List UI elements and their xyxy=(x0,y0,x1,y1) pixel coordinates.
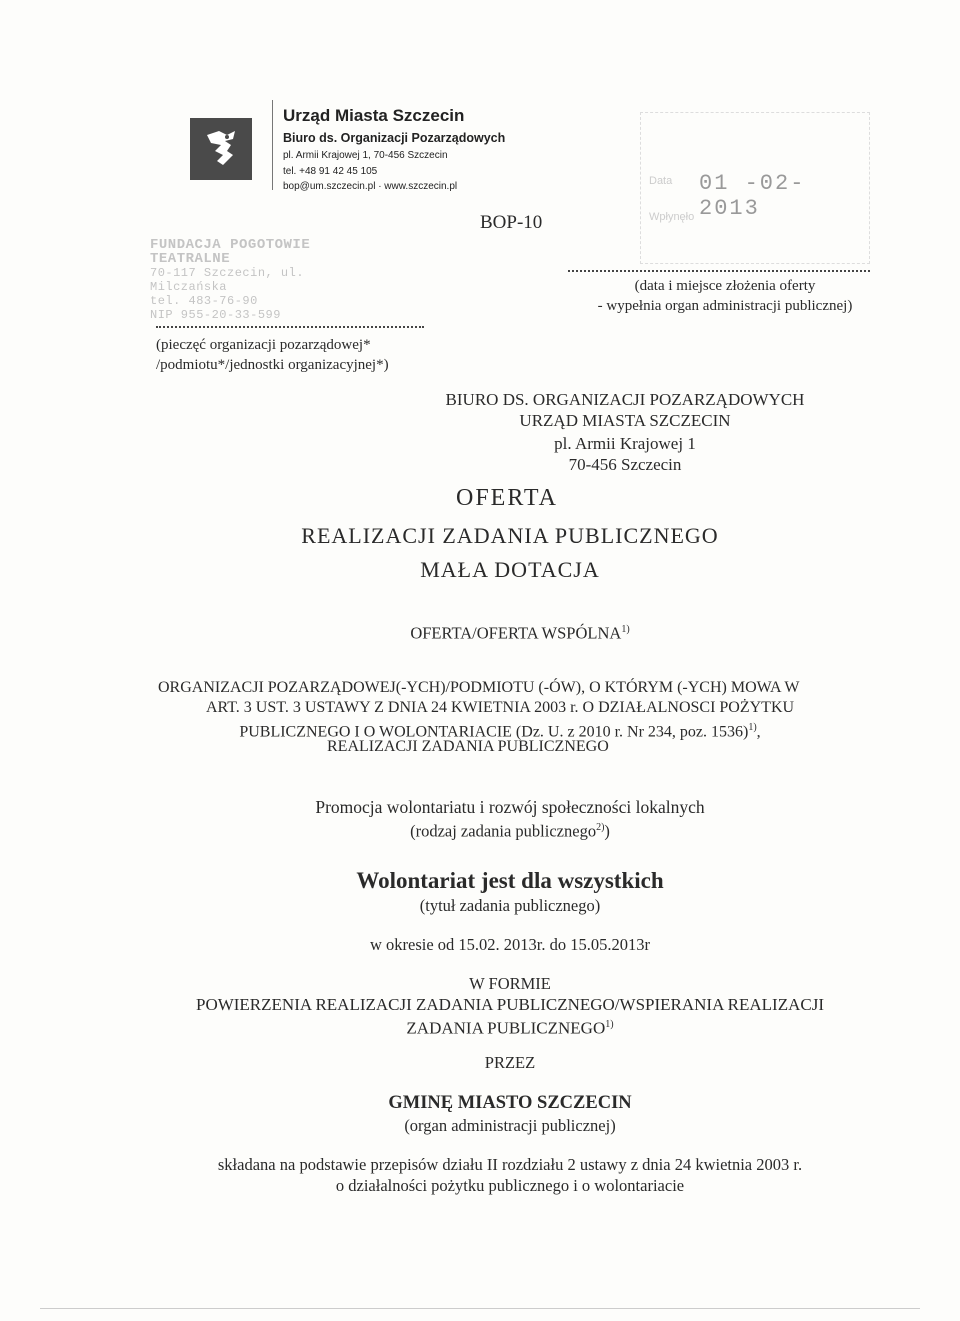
recipient-line-4: 70-456 Szczecin xyxy=(568,455,682,474)
footnote-mark: 1) xyxy=(605,1019,614,1030)
footnote-mark: 2) xyxy=(596,822,605,833)
form-line-3 xyxy=(300,1015,720,1039)
task-title-caption: (tytuł zadania publicznego) xyxy=(419,896,601,915)
stamp-line: NIP 955-20-33-599 xyxy=(150,308,281,322)
applicant-caption xyxy=(156,335,389,375)
recipient-line-3: pl. Armii Krajowej 1 xyxy=(554,434,696,453)
caption-line: /podmiotu*/jednostki organizacyjnej*) xyxy=(156,357,389,373)
task-type-value: Promocja wolontariatu i rozwój społeczności lokalnych xyxy=(315,797,705,817)
page-bottom-edge xyxy=(40,1308,920,1309)
caption-line: - wypełnia organ administracji publicznej) xyxy=(597,298,853,314)
form-label: W FORMIE xyxy=(469,974,551,993)
basis-line-2: o działalności pożytku publicznego i o wolontariacie xyxy=(335,1176,685,1195)
legal-line-2: ART. 3 UST. 3 USTAWY Z DNIA 24 KWIETNIA 2003 r. O DZIAŁALNOSCI POŻYTKU xyxy=(205,699,795,716)
footnote-mark: 1) xyxy=(748,722,757,733)
offer-subtitle: REALIZACJI ZADANIA PUBLICZNEGO xyxy=(301,523,719,548)
form-code: BOP-10 xyxy=(480,212,543,233)
task-title-value: Wolontariat jest dla wszystkich xyxy=(356,868,664,893)
footnote-mark: 1) xyxy=(621,624,630,635)
receipt-dotted-line xyxy=(568,270,870,272)
header-divider xyxy=(272,100,273,190)
basis-line-1: składana na podstawie przepisów działu II rozdziału 2 ustawy z dnia 24 kwietnia 2003 r. xyxy=(217,1155,803,1174)
offer-small-grant: MAŁA DOTACJA xyxy=(420,557,600,582)
task-type-caption-text: (rodzaj zadania publicznego xyxy=(410,821,597,841)
stamp-line: tel. 483-76-90 xyxy=(150,294,258,308)
stamp-line: 70-117 Szczecin, ul. Milczańska xyxy=(150,266,305,294)
receipt-label-top: Data xyxy=(649,175,673,187)
form-line-3-text: ZADANIA PUBLICZNEGO xyxy=(406,1018,606,1038)
receipt-date: 01 -02- 2013 xyxy=(699,171,806,221)
task-type-caption xyxy=(300,818,720,842)
by-label: PRZEZ xyxy=(484,1053,536,1072)
org-contact: bop@um.szczecin.pl · www.szczecin.pl xyxy=(283,181,458,192)
org-name: Urząd Miasta Szczecin xyxy=(283,106,465,125)
recipient-line-1: BIURO DS. ORGANIZACJI POZARZĄDOWYCH xyxy=(445,390,805,409)
caption-line: (data i miejsce złożenia oferty xyxy=(634,278,816,294)
offer-type-text: OFERTA/OFERTA WSPÓLNA xyxy=(410,623,622,643)
griffin-icon xyxy=(197,125,245,173)
authority-caption: (organ administracji publicznej) xyxy=(404,1116,616,1135)
org-phone: tel. +48 91 42 45 105 xyxy=(283,166,378,177)
org-address: pl. Armii Krajowej 1, 70-456 Szczecin xyxy=(283,150,448,161)
applicant-dotted-line xyxy=(156,326,424,328)
authority-name: GMINĘ MIASTO SZCZECIN xyxy=(388,1093,632,1113)
form-line-2: POWIERZENIA REALIZACJI ZADANIA PUBLICZNEGO/WSPIERANIA REALIZACJI xyxy=(195,995,824,1014)
receipt-caption xyxy=(560,276,890,316)
caption-line: (pieczęć organizacji pozarządowej* xyxy=(156,337,371,353)
stamp-line: FUNDACJA POGOTOWIE TEATRALNE xyxy=(150,237,311,267)
legal-line-4: REALIZACJI ZADANIA PUBLICZNEGO xyxy=(327,738,609,755)
city-logo xyxy=(190,118,252,180)
legal-line-3-text: PUBLICZNEGO I O WOLONTARIACIE (Dz. U. z 2010 r. Nr 234, poz. 1536) xyxy=(239,723,749,741)
offer-title: OFERTA xyxy=(456,485,558,511)
legal-line-1: ORGANIZACJI POZARZĄDOWEJ(-YCH)/PODMIOTU (-ÓW), O KTÓRYM (-YCH) MOWA W xyxy=(158,679,800,696)
receipt-label-bottom: Wpłynęło xyxy=(649,211,695,223)
task-type-caption-end: ) xyxy=(604,821,610,841)
applicant-stamp xyxy=(150,238,350,322)
receipt-stamp xyxy=(640,112,870,264)
org-department: Biuro ds. Organizacji Pozarządowych xyxy=(283,131,506,145)
legal-line-3-suffix: , xyxy=(756,723,761,741)
offer-type xyxy=(300,620,740,644)
recipient-line-2: URZĄD MIASTA SZCZECIN xyxy=(519,411,731,430)
period: w okresie od 15.02. 2013r. do 15.05.2013r xyxy=(369,935,651,954)
